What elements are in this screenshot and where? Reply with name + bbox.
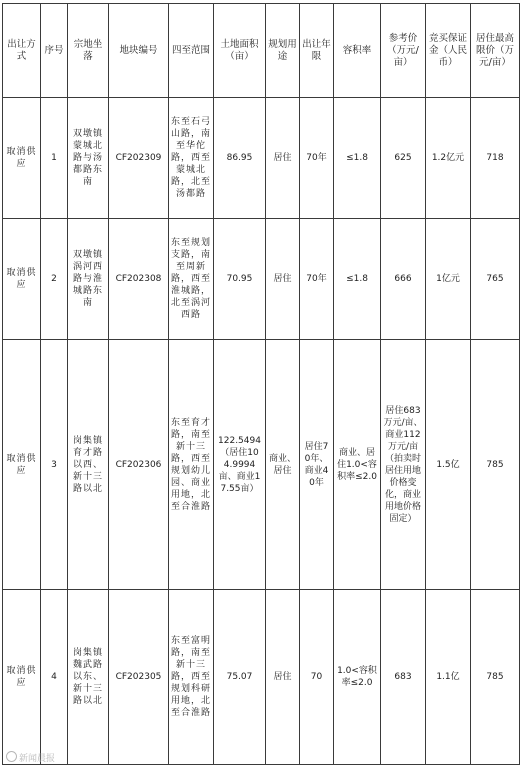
cell-location: 双墩镇蒙城北路与汤都路东南 (68, 98, 109, 219)
cell-mode: 取消供应 (3, 590, 41, 765)
cell-deposit: 1.1亿 (426, 590, 471, 765)
cell-term: 70年 (300, 219, 334, 340)
header-cell-no: 序号 (41, 4, 68, 98)
cell-term: 70年 (300, 98, 334, 219)
header-cell-location: 宗地坐落 (68, 4, 109, 98)
cell-location: 岗集镇魏武路以东、新十三路以北 (68, 590, 109, 765)
header-cell-limit: 居住最高限价（万元/亩） (471, 4, 520, 98)
cell-area: 70.95 (214, 219, 266, 340)
header-row (3, 4, 520, 98)
header-cell-deposit: 竞买保证金（人民币） (426, 4, 471, 98)
header-cell-term: 出让年限 (300, 4, 334, 98)
watermark-logo-icon (6, 751, 17, 762)
cell-area: 122.5494（居住104.9994亩、商业17.55亩） (214, 340, 266, 590)
cell-deposit: 1亿元 (426, 219, 471, 340)
cell-term: 70 (300, 590, 334, 765)
cell-no: 3 (41, 340, 68, 590)
cell-use: 居住 (266, 98, 300, 219)
cell-price: 666 (381, 219, 426, 340)
cell-area: 86.95 (214, 98, 266, 219)
cell-no: 2 (41, 219, 68, 340)
cell-use: 商业、居住 (266, 340, 300, 590)
table-row (3, 219, 520, 340)
cell-deposit: 1.5亿 (426, 340, 471, 590)
header-cell-use: 规划用途 (266, 4, 300, 98)
header-cell-area: 土地面积（亩） (214, 4, 266, 98)
header-cell-far: 容积率 (334, 4, 381, 98)
cell-code: CF202309 (109, 98, 169, 219)
header-cell-mode: 出让方式 (3, 4, 41, 98)
cell-mode: 取消供应 (3, 340, 41, 590)
cell-far: ≤1.8 (334, 219, 381, 340)
cell-limit: 785 (471, 590, 520, 765)
cell-location: 双墩镇涡河西路与淮城路东南 (68, 219, 109, 340)
cell-boundary: 东至规划支路，南至周新路，西至淮城路，北至涡河西路 (169, 219, 214, 340)
cell-code: CF202305 (109, 590, 169, 765)
cell-no: 1 (41, 98, 68, 219)
cell-deposit: 1.2亿元 (426, 98, 471, 219)
cell-boundary: 东至育才路，南至新十三路，西至规划幼儿园、商业用地，北至合淮路 (169, 340, 214, 590)
land-supply-table (2, 3, 520, 765)
cell-use: 居住 (266, 590, 300, 765)
header-cell-price: 参考价（万元/亩） (381, 4, 426, 98)
cell-price: 683 (381, 590, 426, 765)
cell-far: 商业、居住1.0<容积率≤2.0 (334, 340, 381, 590)
table-row (3, 98, 520, 219)
cell-limit: 718 (471, 98, 520, 219)
cell-far: 1.0<容积率≤2.0 (334, 590, 381, 765)
table-row (3, 340, 520, 590)
cell-mode: 取消供应 (3, 98, 41, 219)
cell-mode: 取消供应 (3, 219, 41, 340)
watermark-text: 新闻晨报 (19, 754, 56, 764)
cell-far: ≤1.8 (334, 98, 381, 219)
cell-no: 4 (41, 590, 68, 765)
cell-code: CF202306 (109, 340, 169, 590)
table-row (3, 590, 520, 765)
cell-code: CF202308 (109, 219, 169, 340)
cell-boundary: 东至石弓山路，南至华佗路，西至蒙城北路，北至汤都路 (169, 98, 214, 219)
header-cell-boundary: 四至范围 (169, 4, 214, 98)
cell-use: 居住 (266, 219, 300, 340)
cell-term: 居住70年、商业40年 (300, 340, 334, 590)
cell-area: 75.07 (214, 590, 266, 765)
cell-location: 岗集镇育才路以西、新十三路以北 (68, 340, 109, 590)
cell-limit: 765 (471, 219, 520, 340)
cell-boundary: 东至富明路，南至新十三路，西至规划科研用地，北至合淮路 (169, 590, 214, 765)
cell-limit: 785 (471, 340, 520, 590)
source-watermark (6, 751, 55, 764)
header-cell-code: 地块编号 (109, 4, 169, 98)
cell-price: 625 (381, 98, 426, 219)
cell-price: 居住683万元/亩、商业112万元/亩（拍卖时居住用地价格变化，商业用地价格固定） (381, 340, 426, 590)
